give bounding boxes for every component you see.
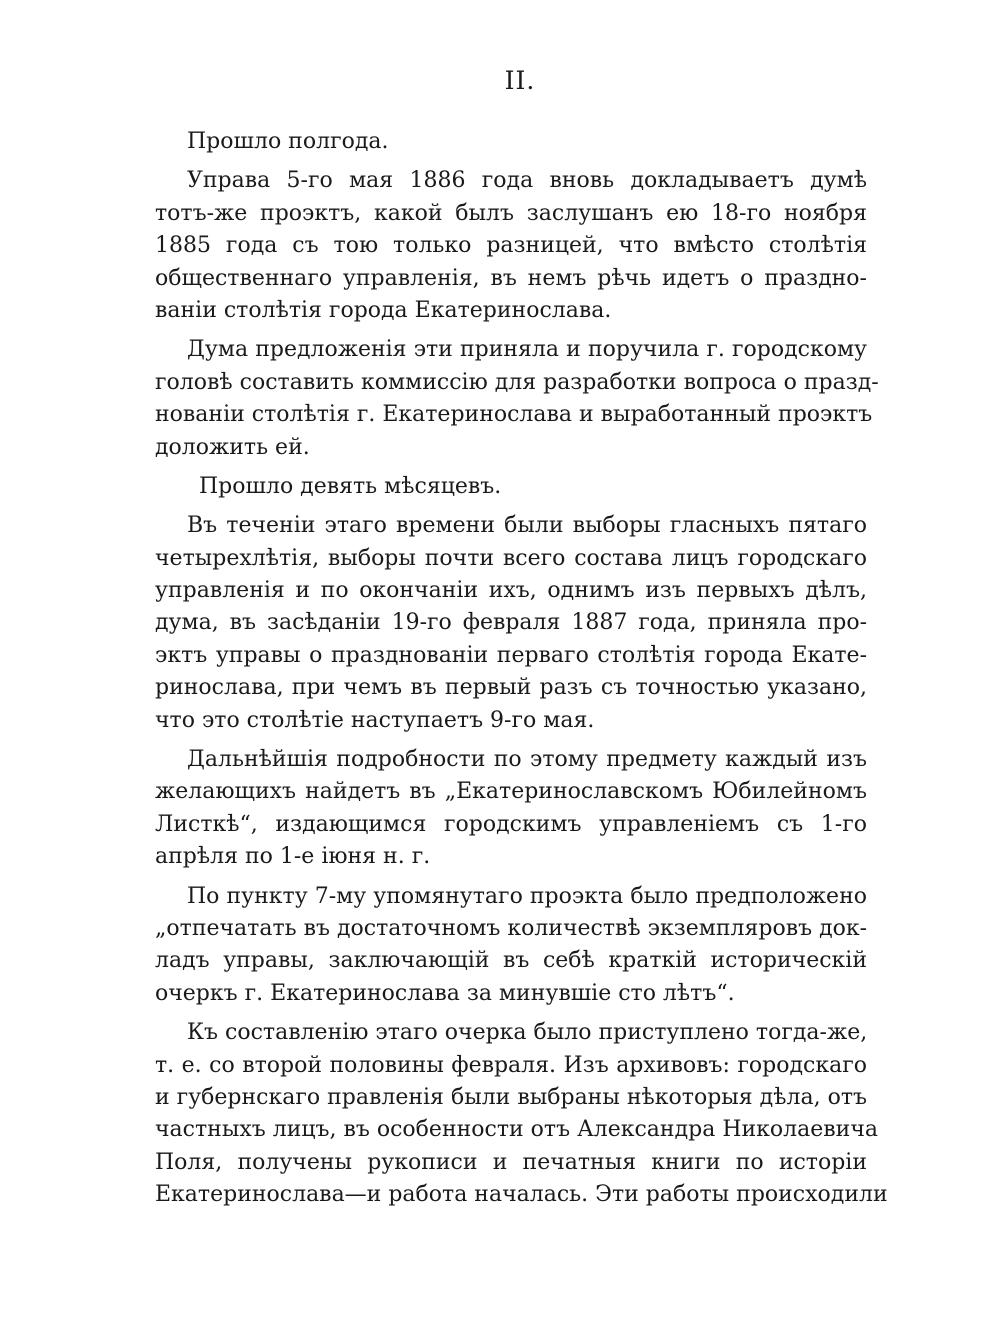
text-line: ваніи столѣтія города Екатеринослава.	[155, 297, 612, 323]
text-line: дума, въ засѣданіи 19-го февраля 1887 года, приняла про-	[155, 610, 867, 636]
text-line: Листкѣ“, издающимся городскимъ управленіемъ съ 1-го	[155, 811, 867, 837]
text-line: желающихъ найдетъ въ „Екатеринославскомъ Юбилейномъ	[155, 779, 867, 805]
text-line: Въ теченіи этаго времени были выборы гласныхъ пятаго	[187, 513, 867, 539]
text-line: эктъ управы о празднованіи перваго столѣтія города Екате-	[155, 642, 867, 668]
text-line: Къ составленію этаго очерка было приступлено тогда-же,	[187, 1020, 868, 1046]
text-line: „отпечатать въ достаточномъ количествѣ экземпляровъ док-	[155, 915, 868, 941]
text-line: Дальнѣйшія подробности по этому предмету каждый изъ	[187, 747, 867, 773]
text-line: Дума предложенія эти приняла и поручила г. городскому	[187, 337, 867, 363]
text-line: апрѣля по 1-е іюня н. г.	[155, 844, 431, 870]
text-line: доложить ей.	[155, 434, 310, 460]
text-line: Прошло девять мѣсяцевъ.	[199, 473, 502, 499]
text-line: общественнаго управленія, въ немъ рѣчь идетъ о праздно-	[155, 265, 867, 291]
body-text	[155, 126, 888, 1212]
text-line: нованіи столѣтія г. Екатеринослава и выработанный проэктъ	[155, 402, 873, 428]
text-line: очеркъ г. Екатеринослава за минувшіе сто лѣтъ“.	[155, 980, 735, 1006]
text-line: Прошло полгода.	[187, 129, 389, 154]
text-line: что это столѣтіе наступаетъ 9-го мая.	[155, 707, 595, 733]
text-line: Управа 5-го мая 1886 года вновь докладываетъ думѣ	[187, 168, 867, 194]
chapter-number: II.	[504, 66, 536, 95]
text-line: тотъ-же проэктъ, какой былъ заслушанъ ею 18-го ноября	[155, 200, 867, 226]
text-line: ринослава, при чемъ въ первый разъ съ точностью указано,	[155, 675, 867, 701]
text-line: частныхъ лицъ, въ особенности отъ Александра Николаевича	[155, 1117, 878, 1143]
text-line: ладъ управы, заключающій въ себѣ краткій историческій	[155, 948, 867, 974]
text-line: т. е. со второй половины февраля. Изъ архивовъ: городскаго	[155, 1052, 867, 1078]
text-line: 1885 года съ тою только разницей, что вмѣсто столѣтія	[155, 233, 867, 259]
text-line: По пункту 7-му упомянутаго проэкта было предположено	[187, 883, 867, 909]
text-line: управленія и по окончаніи ихъ, однимъ изъ первыхъ дѣлъ,	[155, 578, 867, 604]
text-line: четырехлѣтія, выборы почти всего состава лицъ городскаго	[155, 545, 867, 571]
text-line: Поля, получены рукописи и печатныя книги по исторіи	[155, 1149, 867, 1175]
text-line: и губернскаго правленія были выбраны нѣкоторыя дѣла, отъ	[155, 1084, 867, 1110]
text-line: Екатеринослава—и работа началась. Эти работы происходили	[155, 1182, 888, 1208]
text-line: головѣ составить коммиссію для разработки вопроса о празд-	[155, 369, 879, 395]
